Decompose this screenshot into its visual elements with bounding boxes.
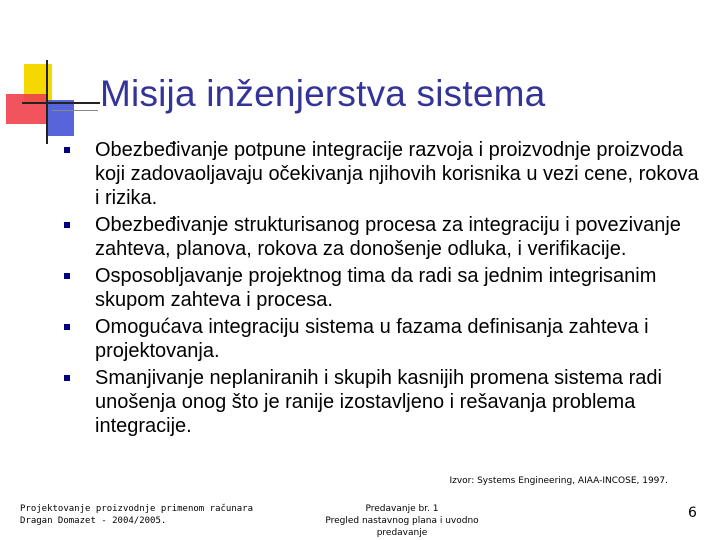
square-bullet-icon <box>64 222 70 228</box>
bullet-item <box>64 315 699 363</box>
bullet-text: Osposobljavanje projektnog tima da radi sa jednim integrisanim skupom zahteva i procesa. <box>95 265 657 311</box>
footer-author: Dragan Domazet - 2004/2005. <box>20 516 167 526</box>
bullet-item <box>64 264 699 312</box>
footer-lecture-number: Predavanje br. 1 <box>365 504 439 514</box>
page-number: 6 <box>688 505 697 521</box>
bullet-text: Obezbeđivanje potpune integracije razvoja i proizvodnje proizvoda koji zadovaoljavaju očekivanja njihovih korisnika u vezi cene, rokova i rizika. <box>95 139 699 209</box>
logo-horizontal-line-thin <box>52 110 98 111</box>
footer-course-title: Projektovanje proizvodnje primenom računara <box>20 504 253 514</box>
bullet-text: Obezbeđivanje strukturisanog procesa za integraciju i povezivanje zahteva, planova, rokova za donošenje odluka, i verifikacije. <box>95 214 681 260</box>
bullet-item <box>64 213 699 261</box>
bullet-item <box>64 366 699 438</box>
bullet-item <box>64 138 699 210</box>
logo-blue-square <box>46 100 74 136</box>
decorative-logo <box>0 0 100 150</box>
footer-left <box>20 503 253 527</box>
bullet-text: Omogućava integraciju sistema u fazama definisanja zahteva i projektovanja. <box>95 316 649 362</box>
square-bullet-icon <box>64 324 70 330</box>
square-bullet-icon <box>64 273 70 279</box>
logo-horizontal-line <box>22 102 100 104</box>
footer-center <box>300 503 504 539</box>
slide-title: Misija inženjerstva sistema <box>100 73 546 114</box>
square-bullet-icon <box>64 147 70 153</box>
bullet-list <box>64 138 699 441</box>
footer-lecture-title: Pregled nastavnog plana i uvodno predavanje <box>325 516 479 538</box>
source-note: Izvor: Systems Engineering, AIAA-INCOSE, 1997. <box>449 476 668 486</box>
logo-red-square <box>6 94 46 124</box>
bullet-text: Smanjivanje neplaniranih i skupih kasnijih promena sistema radi unošenja onog što je ranije izostavljeno i rešavanja problema integracije. <box>95 367 662 437</box>
square-bullet-icon <box>64 375 70 381</box>
